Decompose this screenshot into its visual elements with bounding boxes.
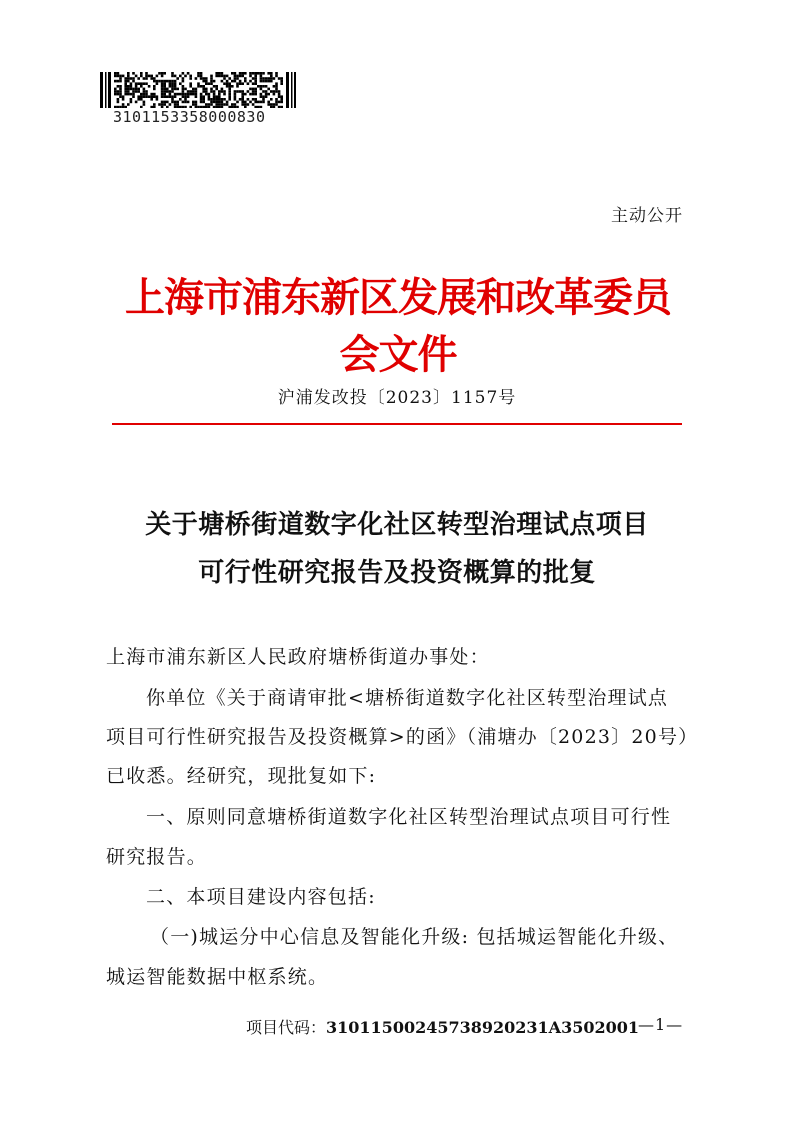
barcode-image [100,72,296,108]
body-line: 城运智能数据中枢系统。 [106,966,329,988]
barcode-number: 3101153358000830 [113,108,266,126]
body-line: 你单位《关于商请审批<塘桥街道数字化社区转型治理试点 [146,687,669,709]
body-line: 项目可行性研究报告及投资概算>的函》（浦塘办〔2023〕20号） [106,726,699,748]
issuing-org-header: 上海市浦东新区发展和改革委员会文件 [125,274,671,378]
disclosure-label: 主动公开 [611,206,683,226]
body-line: （一)城运分中心信息及智能化升级: 包括城运智能化升级、 [150,926,679,948]
page-number: —1— [638,1015,684,1034]
document-number: 沪浦发改投〔2023〕1157号 [277,388,517,408]
project-code [246,1015,639,1038]
project-code-value: 31011500245738920231A3502001 [326,1018,640,1037]
body-line: 一、原则同意塘桥街道数字化社区转型治理试点项目可行性 [146,806,672,828]
document-title-line-1: 关于塘桥街道数字化社区转型治理试点项目 [145,510,649,540]
body-line: 已收悉。经研究，现批复如下: [106,765,377,787]
body-line: 二、本项目建设内容包括: [146,886,376,908]
addressee: 上海市浦东新区人民政府塘桥街道办事处： [106,646,490,668]
body-line: 研究报告。 [106,846,208,868]
project-code-label: 项目代码： [246,1018,327,1037]
document-title-line-2: 可行性研究报告及投资概算的批复 [198,558,596,588]
red-divider [112,423,682,425]
